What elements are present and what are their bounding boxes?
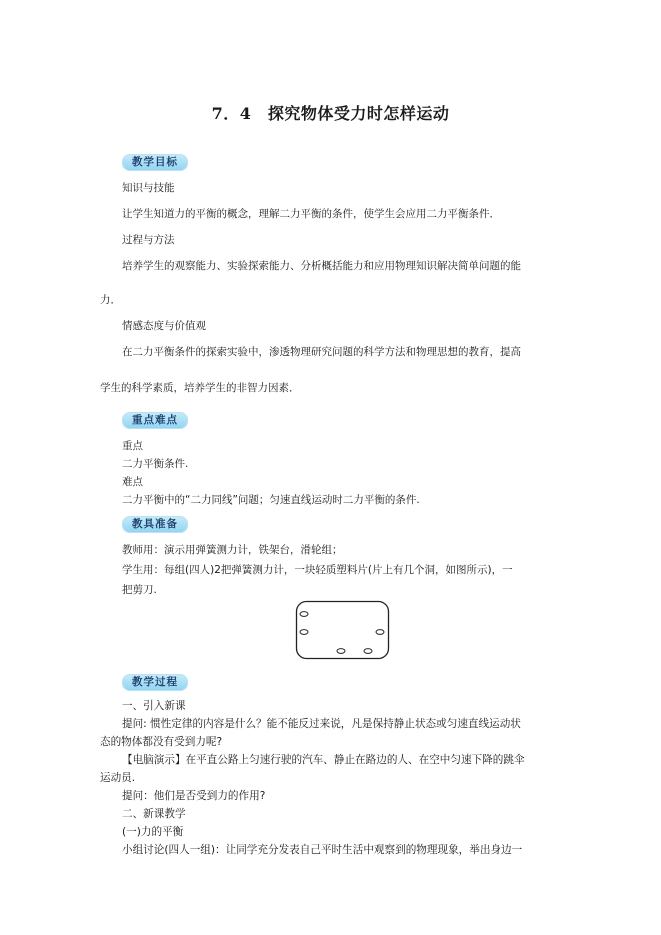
section-badge-process: 教学过程 bbox=[122, 674, 188, 691]
subheading-attitude: 情感态度与价值观 bbox=[122, 320, 206, 332]
paragraph: 运动员. bbox=[100, 772, 136, 784]
paragraph: 小组讨论(四人一组)：让同学充分发表自己平时生活中观察到的物理现象，举出身边一 bbox=[122, 844, 523, 856]
paragraph: 培养学生的观察能力、实验探索能力、分析概括能力和应用物理知识解决简单问题的能 bbox=[122, 260, 521, 272]
paragraph: 提问：他们是否受到力的作用? bbox=[122, 790, 266, 802]
paragraph: 态的物体都没有受到力呢? bbox=[100, 736, 223, 748]
section-badge-tools: 教具准备 bbox=[122, 516, 188, 533]
paragraph: 【电脑演示】在平直公路上匀速行驶的汽车、静止在路边的人、在空中匀速下降的跳伞 bbox=[122, 754, 525, 766]
sheet-hole bbox=[300, 612, 308, 617]
paragraph: 二力平衡中的“二力同线”问题；匀速直线运动时二力平衡的条件. bbox=[122, 494, 420, 506]
paragraph: 把剪刀. bbox=[122, 584, 157, 596]
sheet-hole bbox=[376, 630, 384, 635]
paragraph: 学生用：每组(四人)2把弹簧测力计，一块轻质塑料片(片上有几个洞，如图所示)，一 bbox=[122, 564, 513, 576]
paragraph: 学生的科学素质，培养学生的非智力因素． bbox=[100, 382, 300, 394]
sheet-hole bbox=[337, 649, 345, 654]
paragraph: 提问: 惯性定律的内容是什么？能不能反过来说，凡是保持静止状态或匀速直线运动状 bbox=[122, 718, 521, 730]
paragraph: 让学生知道力的平衡的概念，理解二力平衡的条件，使学生会应用二力平衡条件． bbox=[122, 208, 500, 220]
paragraph: 二力平衡条件. bbox=[122, 458, 189, 470]
paragraph: 在二力平衡条件的探索实验中，渗透物理研究问题的科学方法和物理思想的教育，提高 bbox=[122, 346, 521, 358]
paragraph: 教师用：演示用弹簧测力计，铁架台，滑轮组； bbox=[122, 544, 343, 556]
sheet-hole bbox=[300, 630, 308, 635]
page-title: 7．4 探究物体受力时怎样运动 bbox=[211, 104, 450, 123]
subheading-balance: (一)力的平衡 bbox=[122, 826, 184, 838]
subheading-knowledge: 知识与技能 bbox=[122, 182, 175, 194]
plastic-sheet-figure bbox=[295, 600, 391, 662]
plastic-sheet-outline bbox=[297, 602, 389, 659]
subheading-difficulty: 难点 bbox=[122, 476, 143, 488]
subheading-intro: 一、引入新课 bbox=[122, 700, 186, 712]
subheading-process: 过程与方法 bbox=[122, 234, 175, 246]
subheading-new-lesson: 二、新课教学 bbox=[122, 808, 186, 820]
section-badge-goals: 教学目标 bbox=[122, 154, 188, 171]
sheet-hole bbox=[364, 649, 372, 654]
paragraph: 力． bbox=[100, 294, 121, 306]
subheading-key: 重点 bbox=[122, 440, 143, 452]
section-badge-key: 重点难点 bbox=[122, 412, 188, 429]
